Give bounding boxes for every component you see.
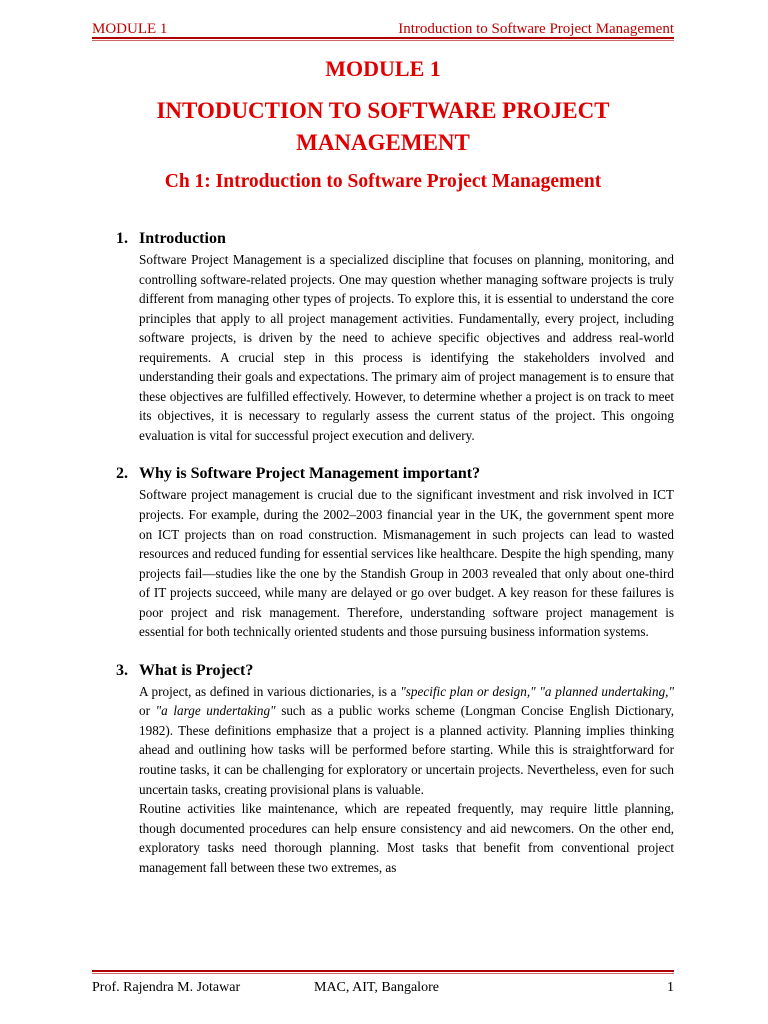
header-module: MODULE 1 bbox=[92, 21, 168, 37]
section-heading bbox=[116, 463, 674, 485]
quote-plan-design: "specific plan or design," bbox=[400, 683, 536, 699]
section-number: 1. bbox=[116, 230, 128, 247]
para-text: or bbox=[139, 703, 156, 719]
section-introduction bbox=[116, 228, 674, 445]
title-block bbox=[92, 55, 674, 195]
section-heading-text: Introduction bbox=[139, 230, 226, 247]
running-header bbox=[92, 14, 674, 38]
header-divider bbox=[92, 37, 674, 40]
section-heading bbox=[116, 660, 674, 682]
section-paragraph: Software Project Management is a specialized discipline that focuses on planning, monitoring, and controlling software-related projects. One may question whether managing software projects is truly different from managing other types of projects. To explore this, it is essential to understand the core principles that apply to all project management activities. Fundamentally, every project, including software projects, is driven by the need to achieve specific objectives and address real-world requirements. A crucial step in this process is identifying the stakeholders involved and understanding their goals and expectations. The primary aim of project management is to ensure that these objectives are fulfilled effectively. However, to determine whether a project is on track to meet its objectives, it is necessary to regularly assess the current status of the project. This ongoing evaluation is vital for successful project execution and delivery. bbox=[139, 252, 674, 443]
chapter-title: Ch 1: Introduction to Software Project Management bbox=[164, 171, 602, 192]
section-importance bbox=[116, 463, 674, 641]
main-title: INTODUCTION TO SOFTWARE PROJECT MANAGEMENT bbox=[156, 98, 610, 155]
section-paragraph bbox=[139, 682, 674, 799]
para-text: A project, as defined in various dictionaries, is a bbox=[139, 683, 401, 699]
header-title: Introduction to Software Project Management bbox=[398, 21, 674, 37]
section-what-is-project bbox=[116, 660, 674, 877]
quote-large-undertaking: "a large undertaking" bbox=[155, 703, 276, 719]
page-footer bbox=[92, 980, 674, 996]
para-text: such as a public works scheme (Longman Concise English Dictionary, 1982). These definitions emphasize that a project is a planned activity. Planning implies thinking ahead and outlining how tasks will be performed before starting. While this is straightforward for routine tasks, it can be challenging for exploratory or uncertain projects. Nevertheless, even for such uncertain tasks, creating provisional plans is valuable. bbox=[139, 703, 674, 797]
section-heading bbox=[116, 228, 674, 250]
document-body bbox=[116, 228, 674, 895]
section-number: 2. bbox=[116, 465, 128, 483]
section-number: 3. bbox=[116, 661, 128, 679]
footer-institution: MAC, AIT, Bangalore bbox=[314, 980, 439, 995]
section-paragraph: Software project management is crucial due to the significant investment and risk involved in ICT projects. For example, during the 2002–2003 financial year in the UK, the government spent more on ICT projects than on road construction. Mismanagement in such projects can lead to wasted resources and reduced funding for essential services like healthcare. Despite the high spending, many projects fail—studies like the one by the Standish Group in 2003 revealed that only about one-third of IT projects succeed, while many are delayed or go over budget. A key reason for these failures is poor project and risk management. Therefore, understanding software project management is essential for both technically oriented students and those pursuing business information systems. bbox=[139, 487, 675, 640]
section-heading-text: Why is Software Project Management important? bbox=[139, 465, 481, 483]
module-title: MODULE 1 bbox=[325, 56, 441, 81]
section-paragraph: Routine activities like maintenance, which are repeated frequently, may require little planning, though documented procedures can help ensure consistency and aid newcomers. On the other end, exploratory tasks need thorough planning. Most tasks that benefit from conventional project management fall between these two extremes, as bbox=[139, 801, 674, 875]
page-number: 1 bbox=[667, 980, 674, 995]
section-heading-text: What is Project? bbox=[139, 661, 254, 679]
footer-author: Prof. Rajendra M. Jotawar bbox=[92, 980, 241, 995]
quote-planned-undertaking: "a planned undertaking," bbox=[539, 683, 674, 699]
footer-divider bbox=[92, 970, 674, 974]
